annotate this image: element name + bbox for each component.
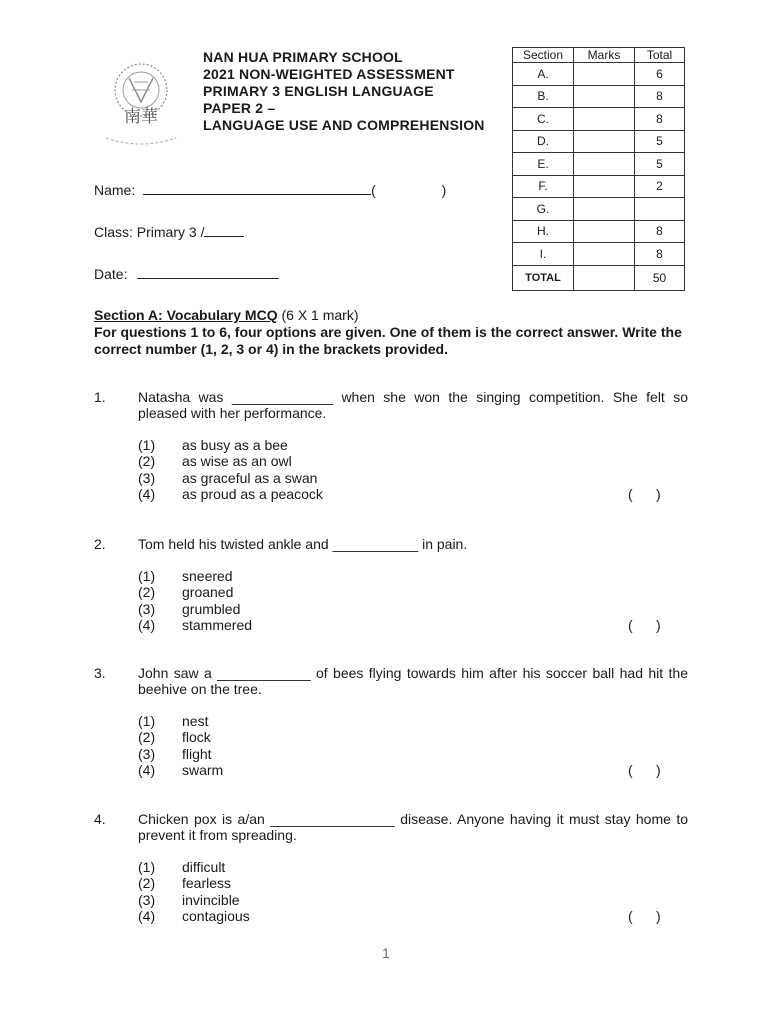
option-item [138,453,688,469]
option-text: stammered [182,616,253,633]
question-number: 3. [94,665,106,681]
option-number: (1) [138,437,156,453]
header-total: Total [635,48,685,63]
section-a-title [94,307,359,323]
total-value: 50 [635,265,685,290]
option-text: swarm [182,761,224,778]
row-marks [574,130,635,153]
option-text: as proud as a peacock [182,485,323,502]
row-total [635,198,685,221]
row-section: B. [513,85,574,108]
option-number: (4) [138,907,156,924]
logo-text: 南華 [124,107,158,127]
register-bracket-open: ( [371,182,376,198]
option-number: (4) [138,616,156,633]
row-marks [574,63,635,86]
question-3 [94,665,688,778]
option-text: nest [182,713,209,729]
row-section: I. [513,243,574,266]
row-section: E. [513,153,574,176]
row-total: 8 [635,108,685,131]
table-row [513,130,685,153]
question-text: Tom held his twisted ankle and ___________ in pain. [138,536,468,552]
question-number: 2. [94,536,106,552]
option-text: as wise as an owl [182,453,292,470]
section-a-marks: (6 X 1 mark) [277,307,359,323]
answer-bracket[interactable]: ( ) [628,616,661,633]
option-item [138,437,688,453]
row-marks [574,198,635,221]
section-a-instructions: For questions 1 to 6, four options are given. One of them is the correct answer. Write the correct number (1, 2, 3 or 4) in the brackets provided. [94,324,682,357]
table-row [513,63,685,86]
date-line[interactable] [137,266,279,279]
option-text: groaned [182,584,234,601]
question-4 [94,811,688,924]
marks-table [512,47,685,291]
table-row [513,108,685,131]
option-item [138,713,688,729]
table-row [513,243,685,266]
question-text: John saw a ____________ of bees flying towards him after his soccer ball had hit the beehive on the tree. [138,665,688,697]
row-total: 8 [635,243,685,266]
question-number: 1. [94,389,106,405]
question-number: 4. [94,811,106,827]
option-item [138,584,688,600]
option-number: (4) [138,761,156,778]
question-text: Chicken pox is a/an ________________ disease. Anyone having it must stay home to prevent it from spreading. [138,811,688,843]
row-section: C. [513,108,574,131]
school-name: NAN HUA PRIMARY SCHOOL [203,49,403,65]
option-item [138,601,688,617]
option-text: flock [182,729,211,746]
date-field[interactable] [94,266,279,282]
option-item [138,892,688,908]
class-label: Class: Primary 3 / [94,224,205,240]
option-number: (4) [138,485,156,502]
option-item [138,746,688,762]
marks-table-header [513,48,685,63]
row-total: 6 [635,63,685,86]
options-list [138,859,688,924]
option-number: (3) [138,600,156,617]
table-row [513,220,685,243]
row-marks [574,243,635,266]
question-1 [94,389,688,502]
section-a-heading: Section A: Vocabulary MCQ [94,307,278,323]
table-row [513,175,685,198]
option-text: invincible [182,891,240,908]
option-text: sneered [182,568,233,584]
option-number: (3) [138,745,156,762]
option-item [138,729,688,745]
option-number: (2) [138,584,156,601]
option-item [138,762,688,778]
option-text: difficult [182,859,226,875]
class-line[interactable] [204,224,244,237]
row-marks [574,220,635,243]
table-row [513,198,685,221]
answer-bracket[interactable]: ( ) [628,485,661,502]
option-text: as busy as a bee [182,437,288,453]
date-label: Date: [94,266,128,282]
row-section: G. [513,198,574,221]
row-marks [574,108,635,131]
row-total: 5 [635,153,685,176]
total-marks [574,265,635,290]
name-field[interactable] [94,182,446,198]
options-list [138,437,688,502]
option-item [138,470,688,486]
option-text: grumbled [182,600,241,617]
row-total: 8 [635,85,685,108]
name-line[interactable] [143,182,371,195]
question-2 [94,536,688,633]
header-marks: Marks [574,48,635,63]
option-number: (2) [138,875,156,892]
row-total: 8 [635,220,685,243]
table-row [513,153,685,176]
option-number: (3) [138,469,156,486]
option-number: (1) [138,713,156,729]
option-text: as graceful as a swan [182,469,318,486]
option-item [138,859,688,875]
answer-bracket[interactable]: ( ) [628,907,661,924]
options-list [138,568,688,633]
register-bracket-close: ) [441,182,447,198]
total-row [513,265,685,290]
option-item [138,486,688,502]
row-section: F. [513,175,574,198]
paper-number: PAPER 2 – [203,100,276,116]
table-row [513,85,685,108]
row-section: A. [513,63,574,86]
options-list [138,713,688,778]
option-number: (1) [138,859,156,875]
option-number: (3) [138,891,156,908]
row-section: H. [513,220,574,243]
school-logo [96,58,186,148]
row-marks [574,153,635,176]
row-marks [574,175,635,198]
header-section: Section [513,48,574,63]
option-text: fearless [182,875,232,892]
answer-bracket[interactable]: ( ) [628,761,661,778]
option-item [138,908,688,924]
row-total: 5 [635,130,685,153]
row-section: D. [513,130,574,153]
option-text: contagious [182,907,250,924]
option-item [138,875,688,891]
subject-title: PRIMARY 3 ENGLISH LANGUAGE [203,83,434,99]
class-field[interactable] [94,224,244,240]
question-text: Natasha was _____________ when she won the singing competition. She felt so pleased with her performance. [138,389,688,421]
name-label: Name: [94,182,136,198]
row-marks [574,85,635,108]
option-item [138,617,688,633]
option-number: (2) [138,453,156,470]
exam-header [203,49,485,134]
row-total: 2 [635,175,685,198]
assessment-title: 2021 NON-WEIGHTED ASSESSMENT [203,66,455,82]
total-label: TOTAL [513,265,574,290]
option-item [138,568,688,584]
option-number: (1) [138,568,156,584]
page-number: 1 [382,945,390,961]
option-text: flight [182,745,212,762]
paper-title: LANGUAGE USE AND COMPREHENSION [203,117,485,133]
option-number: (2) [138,729,156,746]
